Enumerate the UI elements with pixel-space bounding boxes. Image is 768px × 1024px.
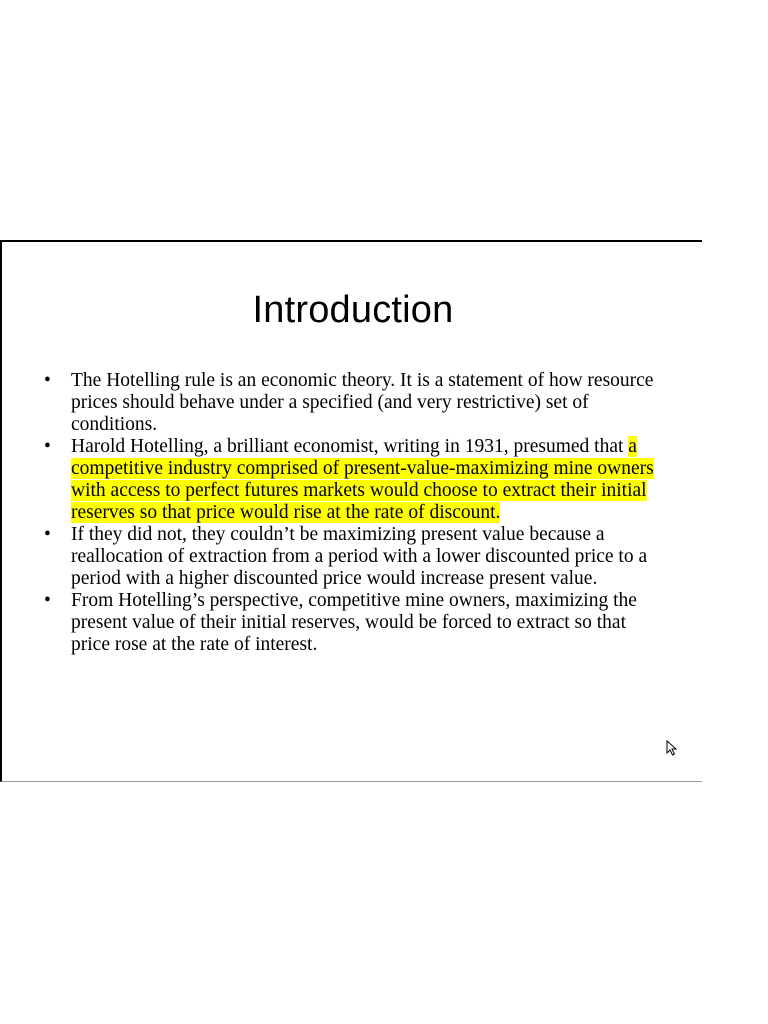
bullet-item xyxy=(44,370,664,436)
slide-title: Introduction xyxy=(252,289,454,331)
bullet-item xyxy=(44,524,664,590)
bullet-marker: • xyxy=(44,370,51,391)
bullet-marker: • xyxy=(44,524,51,545)
highlighted-text: a competitive industry comprised of present-value-maximizing mine owners with access to perfect futures markets would choose to extract their initial reserves so that price would rise at the rate of discount. xyxy=(71,436,654,523)
bullet-item xyxy=(44,436,664,524)
bullet-marker: • xyxy=(44,590,51,611)
bullet-item xyxy=(44,590,664,656)
bullet-text: Harold Hotelling, a brilliant economist, writing in 1931, presumed that xyxy=(71,436,629,457)
bullet-marker: • xyxy=(44,436,51,457)
bullet-text: The Hotelling rule is an economic theory. It is a statement of how resource prices should behave under a specified (and very restrictive) set of conditions. xyxy=(71,370,654,435)
bullet-list xyxy=(44,370,664,656)
mouse-pointer-icon xyxy=(666,740,678,756)
bullet-text: If they did not, they couldn’t be maximizing present value because a reallocation of extraction from a period with a lower discounted price to a period with a higher discounted price would increase present value. xyxy=(71,524,648,589)
slide xyxy=(0,240,702,782)
bullet-text: From Hotelling’s perspective, competitive mine owners, maximizing the present value of their initial reserves, would be forced to extract so that price rose at the rate of interest. xyxy=(71,590,637,655)
